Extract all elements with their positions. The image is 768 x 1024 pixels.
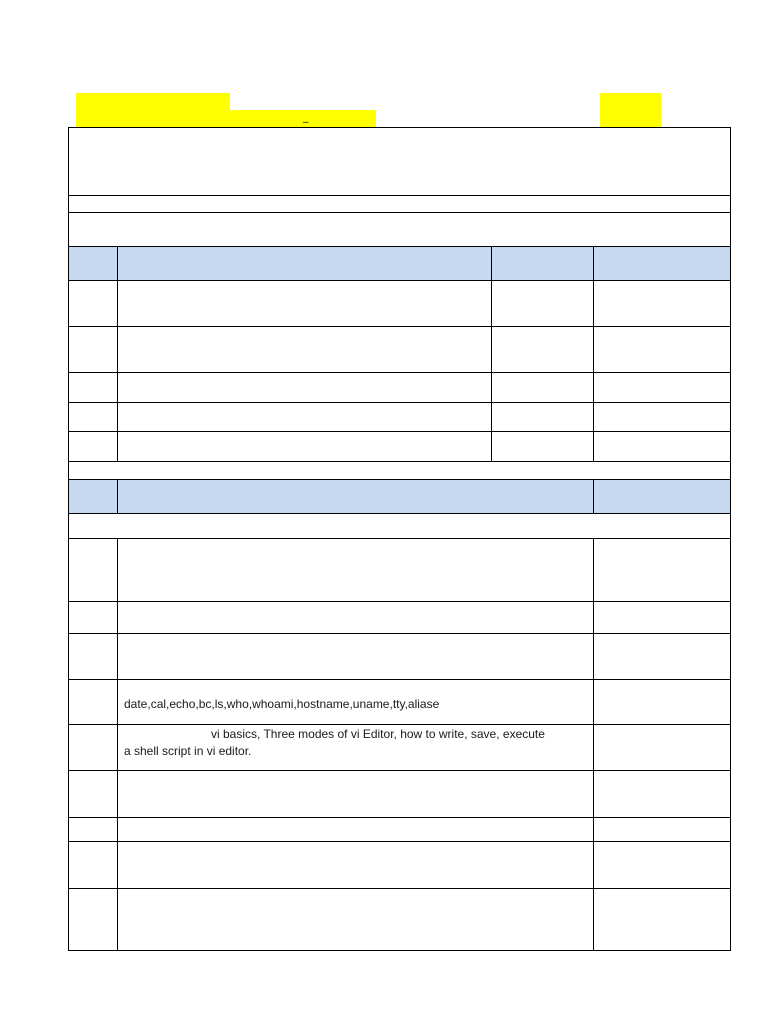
header-cell-description <box>118 247 492 281</box>
highlight-box-right <box>600 93 661 127</box>
syllabus-section-cell <box>69 514 731 539</box>
spacer-cell <box>69 196 731 213</box>
vi-editor-cell <box>118 725 594 771</box>
vi-editor-line-2: a shell script in vi editor. <box>124 744 252 758</box>
table-row <box>69 634 731 680</box>
table-row <box>69 327 731 373</box>
table-header-row <box>69 247 731 281</box>
table-row <box>69 281 731 327</box>
table-row <box>69 818 731 842</box>
header-cell-number <box>69 247 118 281</box>
syllabus-header-hours <box>594 480 731 514</box>
table-row <box>69 403 731 432</box>
title-cell <box>69 128 731 196</box>
table-row <box>69 602 731 634</box>
header-cell-value <box>492 247 594 281</box>
table-row <box>69 889 731 951</box>
spacer-cell <box>69 462 731 480</box>
syllabus-section-row <box>69 514 731 539</box>
table-row <box>69 680 731 725</box>
table-row <box>69 539 731 602</box>
table-row <box>69 842 731 889</box>
spacer-row <box>69 462 731 480</box>
commands-cell <box>118 680 594 725</box>
header-cell-extra <box>594 247 731 281</box>
vi-editor-line-1: vi basics, Three modes of vi Editor, how to write, save, execute <box>211 727 545 741</box>
table-row <box>69 771 731 818</box>
syllabus-table <box>68 127 731 951</box>
table-row <box>69 725 731 771</box>
table-row <box>69 373 731 403</box>
highlight-box-left-top <box>76 93 230 127</box>
underscore-mark: _ <box>303 110 309 123</box>
commands-text: date,cal,echo,bc,ls,who,whoami,hostname,uname,tty,aliase <box>124 697 440 711</box>
syllabus-header-row <box>69 480 731 514</box>
syllabus-header-number <box>69 480 118 514</box>
section-cell <box>69 213 731 247</box>
spacer-row <box>69 196 731 213</box>
vi-editor-text <box>118 725 593 760</box>
section-row <box>69 213 731 247</box>
syllabus-header-topic <box>118 480 594 514</box>
table-row <box>69 432 731 462</box>
title-row <box>69 128 731 196</box>
